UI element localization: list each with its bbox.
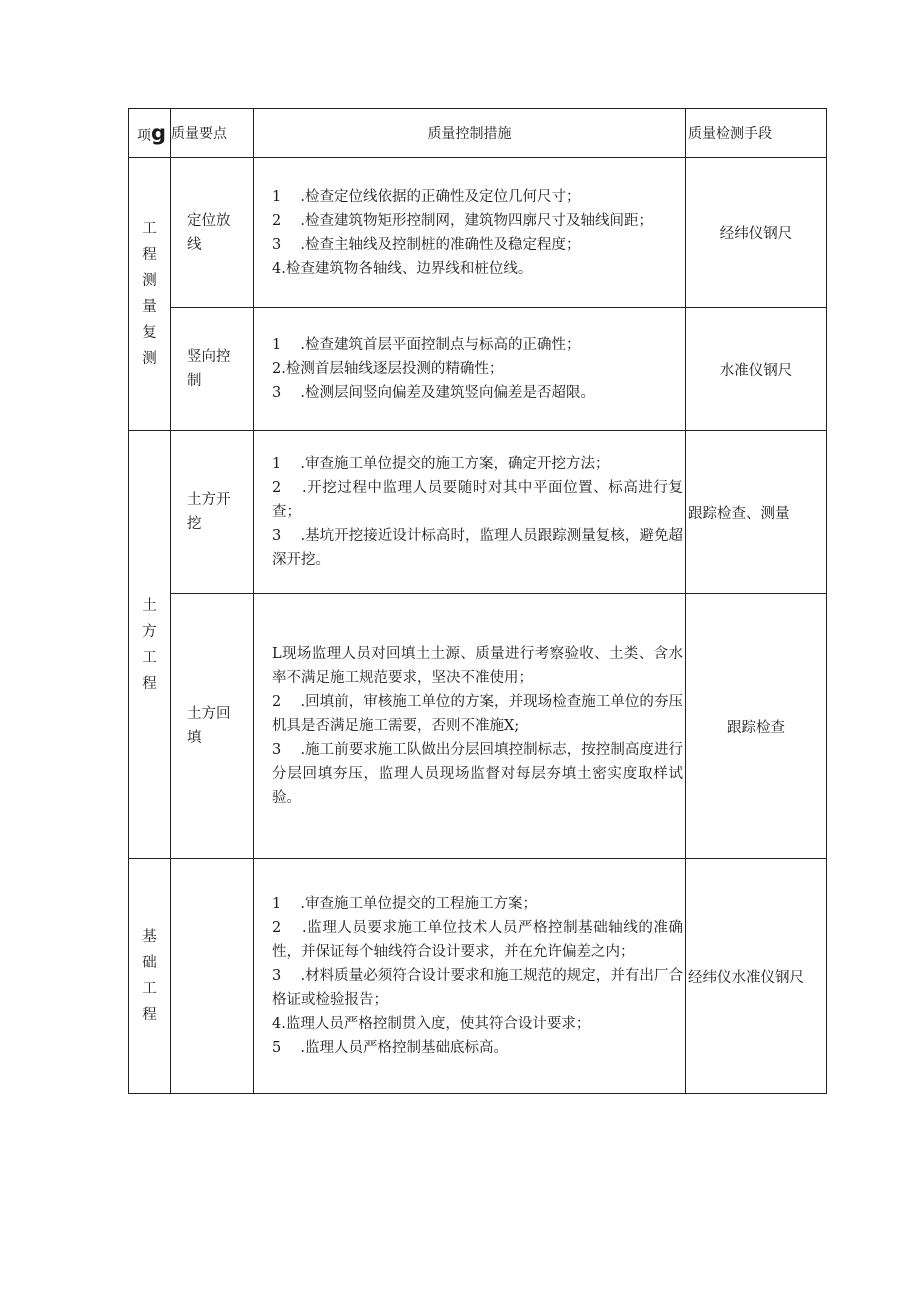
header-inspection-method: 质量检测手段 [686, 109, 827, 158]
measure-item: 1 .审查施工单位提交的施工方案，确定开挖方法； [272, 456, 610, 472]
key-point-cell [171, 308, 254, 431]
measure-item: 2 .开挖过程中监理人员要随时对其中平面位置、标高进行复查； [272, 480, 683, 520]
key-point-line: 填 [187, 730, 202, 746]
measure-item: 4.监理人员严格控制贯入度，使其符合设计要求； [272, 1016, 591, 1032]
key-point-line: 线 [187, 236, 202, 253]
method-cell: 经纬仪水准仪钢尺 [686, 859, 827, 1094]
header-item-label: 项 [137, 128, 151, 144]
category-line: 程 [142, 675, 157, 692]
category-line: 量 复 [142, 299, 157, 341]
measure-item: 5 .监理人员严格控制基础底标高。 [272, 1040, 508, 1056]
category-line: 土 [142, 597, 157, 614]
category-line: 程 测 [142, 247, 157, 289]
measures-cell [254, 594, 686, 859]
measure-item: 2 .回填前，审核施工单位的方案，并现场检查施工单位的夯压机具是否满足施工需要，否则不准施X; [272, 694, 683, 734]
measure-item: 2 .监理人员要求施工单位技术人员严格控制基础轴线的准确性，并保证每个轴线符合设计要求，并在允许偏差之内； [272, 920, 683, 960]
table-row [129, 158, 827, 308]
measure-item: 4.检查建筑物各轴线、边界线和桩位线。 [272, 260, 533, 277]
measure-item: 1 .检查建筑首层平面控制点与标高的正确性； [272, 337, 581, 353]
key-point-cell [171, 594, 254, 859]
category-line: 基 [142, 929, 157, 945]
measure-item: 3 .施工前要求施工队做出分层回填控制标志，按控制高度进行分层回填夯压，监理人员现场监督对每层夯填土密实度取样试验。 [272, 742, 683, 806]
key-point-cell [171, 158, 254, 308]
table-row [129, 431, 827, 594]
method-cell: 水准仪钢尺 [686, 308, 827, 431]
category-line: 程 [142, 1007, 157, 1023]
table-row [129, 859, 827, 1094]
category-line: 方 工 [142, 623, 157, 666]
category-line: 工 [142, 221, 157, 237]
method-cell: 跟踪检查、测量 [686, 431, 827, 594]
measures-cell [254, 158, 686, 308]
header-item-glyph: g [151, 121, 167, 145]
measures-cell [254, 859, 686, 1094]
header-item [129, 109, 171, 158]
method-cell: 经纬仪钢尺 [686, 158, 827, 308]
method-cell: 跟踪检查 [686, 594, 827, 859]
measures-cell [254, 431, 686, 594]
key-point-cell [171, 859, 254, 1094]
key-point-line: 挖 [187, 516, 202, 532]
measure-item: 2 .检查建筑物矩形控制网，建筑物四廓尺寸及轴线间距； [272, 212, 653, 229]
header-key-point: 质量要点 [171, 109, 254, 158]
quality-control-table [128, 108, 827, 1094]
measure-item: 2.检测首层轴线逐层投测的精确性； [272, 361, 504, 377]
measures-cell [254, 308, 686, 431]
measure-item: 3 .基坑开挖接近设计标高时，监理人员跟踪测量复核，避免超深开挖。 [272, 528, 683, 568]
key-point-line: 竖向控 [187, 349, 231, 365]
category-cell [129, 431, 171, 859]
measure-item: 3 .材料质量必须符合设计要求和施工规范的规定，并有出厂合格证或检验报告； [272, 968, 683, 1008]
header-row [129, 109, 827, 158]
category-cell [129, 158, 171, 431]
key-point-line: 土方回 [187, 706, 231, 722]
measure-item: 1 .检查定位线依据的正确性及定位几何尺寸； [272, 188, 581, 205]
measure-item: 1 .审查施工单位提交的工程施工方案； [272, 896, 537, 912]
table-row [129, 308, 827, 431]
key-point-line: 土方开 [187, 492, 231, 508]
key-point-line: 制 [187, 373, 202, 389]
header-control-measures: 质量控制措施 [254, 109, 686, 158]
table-row [129, 594, 827, 859]
measure-item: 3 .检查主轴线及控制桩的准确性及稳定程度； [272, 236, 581, 253]
category-line: 础 工 [142, 955, 157, 997]
measure-item: 3 .检测层间竖向偏差及建筑竖向偏差是否超限。 [272, 385, 595, 401]
measure-item: L现场监理人员对回填土土源、质量进行考察验收、土类、含水率不满足施工规范要求，坚决不准使用； [272, 646, 683, 686]
category-line: 测 [142, 351, 157, 367]
key-point-cell [171, 431, 254, 594]
key-point-line: 定位放 [187, 212, 231, 229]
category-cell [129, 859, 171, 1094]
